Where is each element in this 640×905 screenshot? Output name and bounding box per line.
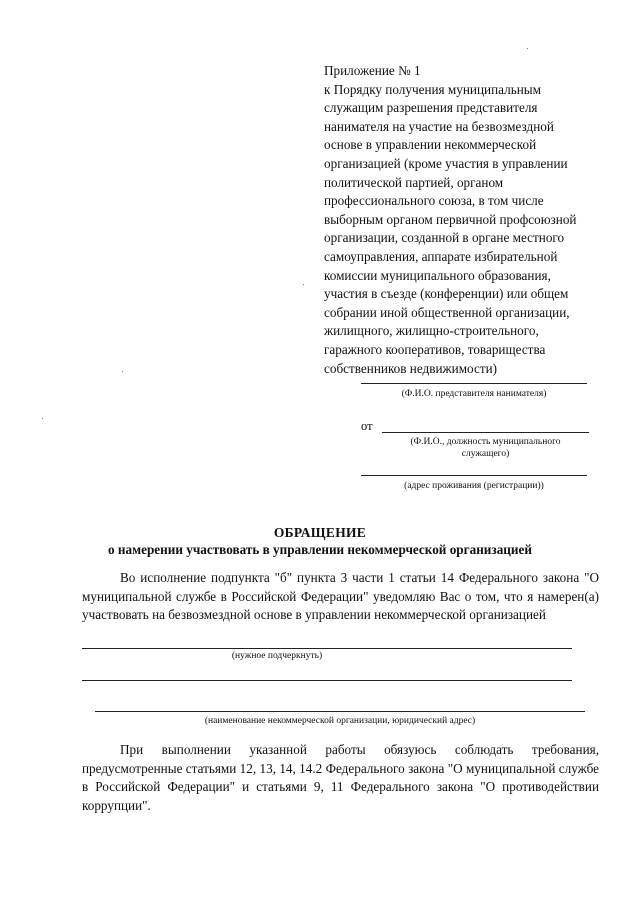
appendix-line: профессионального союза, в том числе — [324, 193, 544, 209]
appendix-line: организации, созданной в органе местного — [324, 230, 565, 246]
org-line-2[interactable] — [95, 711, 585, 712]
appendix-line: участия в съезде (конференции) или общем — [324, 286, 569, 302]
appendix-header — [324, 62, 624, 378]
address-line[interactable] — [361, 475, 587, 476]
from-label: от — [361, 419, 373, 433]
appendix-line: жилищного, жилищно-строительного, — [324, 323, 539, 339]
appendix-line: Приложение № 1 — [324, 63, 421, 78]
appendix-line: нанимателя на участие на безвозмездной — [324, 118, 554, 134]
appendix-line: организацией (кроме участия в управлении — [324, 155, 568, 171]
appendix-line: гаражного кооперативов, товарищества — [324, 341, 546, 357]
appendix-line: собственников недвижимости) — [324, 360, 498, 376]
appendix-line: политической партией, органом — [324, 174, 504, 190]
appendix-line: самоуправления, аппарате избирательной — [324, 248, 558, 264]
employer-name-line[interactable] — [361, 383, 587, 384]
org-line-1[interactable] — [82, 680, 572, 681]
employer-caption: (Ф.И.О. представителя нанимателя) — [401, 389, 547, 399]
document-title: ОБРАЩЕНИЕ — [273, 525, 367, 540]
appendix-line: выборным органом первичной профсоюзной — [324, 211, 577, 227]
appendix-line: собрании иной общественной организации, — [324, 304, 570, 320]
scan-speck — [527, 48, 528, 49]
address-caption: (адрес проживания (регистрации)) — [404, 481, 544, 491]
scan-speck — [303, 284, 304, 285]
notice-paragraph: Во исполнение подпункта "б" пункта 3 части 1 статьи 14 Федерального закона "О муниципальной службе в Российской Федерации" уведомляю Вас о том, что я намерен(а) участвовать на безвозмездной основе в управлении некоммерческой организацией — [82, 570, 599, 622]
appendix-line: служащим разрешения представителя — [324, 100, 538, 116]
underline-caption: (нужное подчеркнуть) — [231, 651, 323, 661]
org-caption: (наименование некоммерческой организации, юридический адрес) — [204, 716, 476, 726]
employee-caption-line2: служащего) — [461, 449, 510, 459]
scan-speck — [122, 371, 123, 372]
appendix-line: к Порядку получения муниципальным — [324, 81, 541, 97]
employee-name-line[interactable] — [382, 432, 589, 433]
participation-line[interactable] — [82, 648, 572, 649]
appendix-line: комиссии муниципального образования, — [324, 267, 551, 283]
appendix-line: основе в управлении некоммерческой — [324, 137, 537, 153]
employee-caption-line1: (Ф.И.О., должность муниципального — [410, 437, 561, 447]
obligation-paragraph: При выполнении указанной работы обязуюсь соблюдать требования, предусмотренные статьями 12, 13, 14, 14.2 Федерального закона "О муниципальной службе в Российской Федерации" и статьями 9, 11 Федерального закона "О противодействии коррупции". — [82, 742, 599, 813]
scan-speck — [42, 418, 43, 419]
document-subtitle: о намерении участвовать в управлении некоммерческой организацией — [108, 542, 532, 557]
